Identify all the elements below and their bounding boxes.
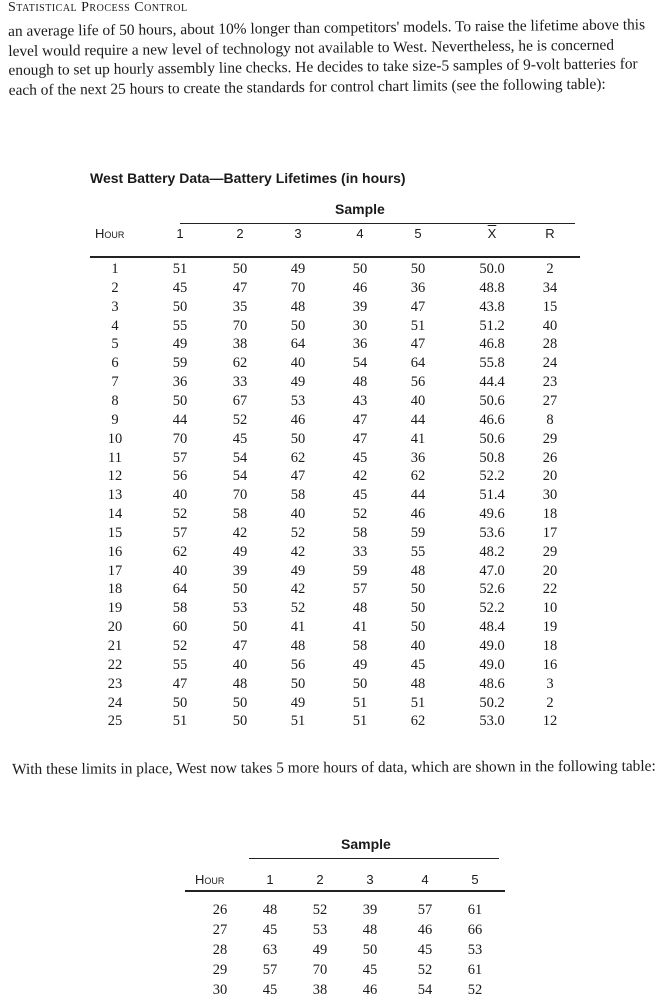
value-cell: 27 xyxy=(542,392,558,409)
value-cell: 70 xyxy=(312,962,328,978)
value-cell: 44.4 xyxy=(479,374,505,391)
hour-cell: 30 xyxy=(212,982,228,998)
column-header: 3 xyxy=(294,226,302,241)
value-cell: 48 xyxy=(362,922,378,938)
value-cell: 40 xyxy=(410,392,426,409)
value-cell: 58 xyxy=(352,524,368,541)
value-cell: 20 xyxy=(542,468,558,485)
hour-cell: 9 xyxy=(111,411,119,428)
hour-cell: 19 xyxy=(107,600,123,617)
value-cell: 52 xyxy=(172,638,188,654)
value-cell: 55 xyxy=(410,543,426,560)
value-cell: 49 xyxy=(290,261,306,277)
value-cell: 44 xyxy=(172,411,188,428)
value-cell: 51.2 xyxy=(479,317,505,334)
value-cell: 49 xyxy=(352,656,368,673)
value-cell: 47 xyxy=(352,411,368,428)
value-cell: 50 xyxy=(352,675,368,692)
value-cell: 50 xyxy=(290,317,306,334)
value-cell: 59 xyxy=(172,355,188,372)
value-cell: 50 xyxy=(352,261,368,277)
value-cell: 51 xyxy=(352,713,368,730)
value-cell: 18 xyxy=(542,506,558,523)
column-header: $\overline{X}$ xyxy=(487,226,497,241)
value-cell: 48.6 xyxy=(479,675,505,692)
value-cell: 50 xyxy=(172,392,188,409)
value-cell: 52 xyxy=(232,411,248,428)
value-cell: 51 xyxy=(410,694,426,711)
value-cell: 46 xyxy=(417,922,433,938)
value-cell: 36 xyxy=(352,336,368,353)
value-cell: 8 xyxy=(546,411,554,428)
hour-cell: 7 xyxy=(111,374,119,391)
value-cell: 50 xyxy=(290,675,306,692)
value-cell: 34 xyxy=(542,279,558,296)
value-cell: 48.2 xyxy=(479,543,505,560)
followup-paragraph: With these limits in place, West now takes 5 more hours of data, which are shown in the following table: xyxy=(12,757,656,778)
value-cell: 60 xyxy=(172,619,188,636)
value-cell: 46 xyxy=(410,506,426,523)
value-cell: 47 xyxy=(352,430,368,447)
value-cell: 53.0 xyxy=(479,713,505,730)
value-cell: 45 xyxy=(262,922,278,938)
value-cell: 46 xyxy=(362,982,378,998)
value-cell: 39 xyxy=(362,902,378,918)
value-cell: 59 xyxy=(410,524,426,541)
value-cell: 55 xyxy=(172,656,188,673)
value-cell: 48.8 xyxy=(479,279,505,296)
value-cell: 10 xyxy=(542,600,558,617)
value-cell: 39 xyxy=(352,298,368,315)
value-cell: 45 xyxy=(172,279,188,296)
value-cell: 38 xyxy=(312,982,328,998)
value-cell: 48 xyxy=(410,675,426,692)
running-header: Statistical Process Control xyxy=(8,0,188,15)
value-cell: 47 xyxy=(290,468,306,485)
value-cell: 43 xyxy=(352,392,368,409)
value-cell: 52 xyxy=(467,982,483,998)
value-cell: 46.8 xyxy=(479,336,505,353)
value-cell: 48 xyxy=(290,298,306,315)
value-cell: 47 xyxy=(232,638,248,654)
value-cell: 48 xyxy=(352,374,368,391)
value-cell: 51 xyxy=(172,261,188,277)
value-cell: 40 xyxy=(290,355,306,372)
value-cell: 22 xyxy=(542,581,558,598)
value-cell: 40 xyxy=(290,506,306,523)
value-cell: 40 xyxy=(542,317,558,334)
hour-cell: 29 xyxy=(212,962,228,978)
hour-cell: 13 xyxy=(107,487,123,504)
value-cell: 70 xyxy=(290,279,306,296)
value-cell: 50 xyxy=(410,600,426,617)
value-cell: 47.0 xyxy=(479,562,505,579)
value-cell: 42 xyxy=(290,543,306,560)
value-cell: 47 xyxy=(232,279,248,296)
hour-cell: 21 xyxy=(107,638,123,654)
value-cell: 23 xyxy=(542,374,558,391)
value-cell: 33 xyxy=(232,374,248,391)
hour-cell: 11 xyxy=(108,449,122,466)
value-cell: 50 xyxy=(232,694,248,711)
value-cell: 50 xyxy=(290,430,306,447)
value-cell: 58 xyxy=(232,506,248,523)
hour-cell: 2 xyxy=(111,279,119,296)
value-cell: 42 xyxy=(352,468,368,485)
sample-divider xyxy=(249,858,499,859)
value-cell: 50.8 xyxy=(479,449,505,466)
value-cell: 50 xyxy=(172,694,188,711)
table2-sample-label: Sample xyxy=(341,836,391,852)
value-cell: 40 xyxy=(232,656,248,673)
hour-cell: 25 xyxy=(107,713,123,730)
value-cell: 66 xyxy=(467,922,483,938)
value-cell: 33 xyxy=(352,543,368,560)
value-cell: 53 xyxy=(467,942,483,958)
value-cell: 49 xyxy=(232,543,248,560)
value-cell: 49 xyxy=(312,942,328,958)
value-cell: 49.0 xyxy=(479,638,505,654)
value-cell: 52.6 xyxy=(479,581,505,598)
hour-cell: 8 xyxy=(111,392,119,409)
value-cell: 45 xyxy=(362,962,378,978)
value-cell: 42 xyxy=(232,524,248,541)
value-cell: 36 xyxy=(410,279,426,296)
hour-cell: 3 xyxy=(111,298,119,315)
value-cell: 49 xyxy=(290,694,306,711)
value-cell: 54 xyxy=(352,355,368,372)
value-cell: 57 xyxy=(417,902,433,918)
value-cell: 62 xyxy=(290,449,306,466)
value-cell: 47 xyxy=(172,675,188,692)
value-cell: 51 xyxy=(410,317,426,334)
value-cell: 39 xyxy=(232,562,248,579)
column-header: 4 xyxy=(356,226,364,241)
additional-data-table xyxy=(185,830,505,1001)
value-cell: 44 xyxy=(410,411,426,428)
value-cell: 50 xyxy=(232,619,248,636)
value-cell: 55 xyxy=(172,317,188,334)
value-cell: 49 xyxy=(290,562,306,579)
value-cell: 51 xyxy=(172,713,188,730)
value-cell: 56 xyxy=(290,656,306,673)
value-cell: 50.6 xyxy=(479,392,505,409)
value-cell: 52 xyxy=(172,506,188,523)
hour-cell: 16 xyxy=(107,543,123,560)
value-cell: 50 xyxy=(410,581,426,598)
value-cell: 18 xyxy=(542,638,558,654)
value-cell: 50.6 xyxy=(479,430,505,447)
value-cell: 46.6 xyxy=(479,411,505,428)
value-cell: 15 xyxy=(542,298,558,315)
column-header: 1 xyxy=(266,872,274,887)
value-cell: 45 xyxy=(232,430,248,447)
value-cell: 2 xyxy=(546,261,554,277)
value-cell: 46 xyxy=(290,411,306,428)
value-cell: 50 xyxy=(232,581,248,598)
column-header: Hour xyxy=(195,872,225,887)
battery-data-table xyxy=(90,195,580,735)
value-cell: 35 xyxy=(232,298,248,315)
value-cell: 45 xyxy=(262,982,278,998)
value-cell: 45 xyxy=(352,487,368,504)
value-cell: 61 xyxy=(467,902,483,918)
header-divider xyxy=(90,256,580,258)
value-cell: 47 xyxy=(410,298,426,315)
value-cell: 52.2 xyxy=(479,468,505,485)
column-header: 5 xyxy=(471,872,479,887)
value-cell: 52 xyxy=(290,600,306,617)
value-cell: 50.0 xyxy=(479,261,505,277)
hour-cell: 14 xyxy=(107,506,123,523)
hour-cell: 23 xyxy=(107,675,123,692)
value-cell: 53 xyxy=(232,600,248,617)
value-cell: 54 xyxy=(232,449,248,466)
value-cell: 16 xyxy=(542,656,558,673)
value-cell: 48 xyxy=(352,600,368,617)
value-cell: 52.2 xyxy=(479,600,505,617)
hour-cell: 18 xyxy=(107,581,123,598)
value-cell: 62 xyxy=(410,468,426,485)
hour-cell: 4 xyxy=(111,317,119,334)
value-cell: 19 xyxy=(542,619,558,636)
hour-cell: 22 xyxy=(107,656,123,673)
value-cell: 2 xyxy=(546,694,554,711)
value-cell: 45 xyxy=(410,656,426,673)
value-cell: 57 xyxy=(172,524,188,541)
hour-cell: 15 xyxy=(107,524,123,541)
value-cell: 41 xyxy=(410,430,426,447)
value-cell: 50 xyxy=(410,261,426,277)
hour-cell: 26 xyxy=(212,902,228,918)
value-cell: 41 xyxy=(290,619,306,636)
column-header: 4 xyxy=(421,872,429,887)
value-cell: 30 xyxy=(352,317,368,334)
value-cell: 48 xyxy=(290,638,306,654)
value-cell: 44 xyxy=(410,487,426,504)
value-cell: 62 xyxy=(410,713,426,730)
value-cell: 49 xyxy=(290,374,306,391)
value-cell: 29 xyxy=(542,543,558,560)
value-cell: 54 xyxy=(232,468,248,485)
value-cell: 48 xyxy=(232,675,248,692)
value-cell: 36 xyxy=(410,449,426,466)
column-header: 1 xyxy=(176,226,184,241)
value-cell: 58 xyxy=(290,487,306,504)
value-cell: 52 xyxy=(312,902,328,918)
header-divider xyxy=(185,890,505,892)
value-cell: 40 xyxy=(410,638,426,654)
value-cell: 45 xyxy=(417,942,433,958)
column-header: 2 xyxy=(316,872,324,887)
value-cell: 63 xyxy=(262,942,278,958)
hour-cell: 24 xyxy=(107,694,123,711)
value-cell: 62 xyxy=(172,543,188,560)
value-cell: 26 xyxy=(542,449,558,466)
value-cell: 29 xyxy=(542,430,558,447)
value-cell: 50 xyxy=(232,713,248,730)
value-cell: 53 xyxy=(290,392,306,409)
hour-cell: 17 xyxy=(107,562,123,579)
value-cell: 67 xyxy=(232,392,248,409)
value-cell: 52 xyxy=(290,524,306,541)
value-cell: 50 xyxy=(232,261,248,277)
value-cell: 52 xyxy=(417,962,433,978)
sample-divider xyxy=(180,223,575,224)
hour-cell: 28 xyxy=(212,942,228,958)
value-cell: 50 xyxy=(362,942,378,958)
value-cell: 64 xyxy=(410,355,426,372)
value-cell: 40 xyxy=(172,487,188,504)
value-cell: 49.0 xyxy=(479,656,505,673)
value-cell: 70 xyxy=(172,430,188,447)
value-cell: 47 xyxy=(410,336,426,353)
value-cell: 36 xyxy=(172,374,188,391)
table1-sample-label: Sample xyxy=(335,201,385,217)
value-cell: 43.8 xyxy=(479,298,505,315)
value-cell: 53 xyxy=(312,922,328,938)
value-cell: 56 xyxy=(172,468,188,485)
value-cell: 48 xyxy=(262,902,278,918)
value-cell: 12 xyxy=(542,713,558,730)
hour-cell: 6 xyxy=(111,355,119,372)
value-cell: 51 xyxy=(290,713,306,730)
hour-cell: 12 xyxy=(107,468,123,485)
value-cell: 50.2 xyxy=(479,694,505,711)
value-cell: 40 xyxy=(172,562,188,579)
column-header: Hour xyxy=(95,226,125,241)
value-cell: 70 xyxy=(232,487,248,504)
hour-cell: 27 xyxy=(212,922,228,938)
value-cell: 48 xyxy=(410,562,426,579)
column-header: R xyxy=(545,226,555,241)
value-cell: 17 xyxy=(542,524,558,541)
value-cell: 52 xyxy=(352,506,368,523)
value-cell: 48.4 xyxy=(479,619,505,636)
value-cell: 62 xyxy=(232,355,248,372)
value-cell: 24 xyxy=(542,355,558,372)
column-header: 2 xyxy=(236,226,244,241)
value-cell: 53.6 xyxy=(479,524,505,541)
intro-paragraph: an average life of 50 hours, about 10% longer than competitors' models. To raise the lifetime above this level would require a new level of technology not available to West. Nevertheless, he is concerned enough to set up hourly assembly line checks. He decides to take size-5 samples of 9-volt batteries for each of the next 25 hours to create the standards for control chart limits (see the following table): xyxy=(8,16,646,99)
value-cell: 58 xyxy=(172,600,188,617)
value-cell: 57 xyxy=(172,449,188,466)
value-cell: 51.4 xyxy=(479,487,505,504)
value-cell: 51 xyxy=(352,694,368,711)
value-cell: 61 xyxy=(467,962,483,978)
value-cell: 28 xyxy=(542,336,558,353)
hour-cell: 1 xyxy=(111,261,119,277)
value-cell: 20 xyxy=(542,562,558,579)
value-cell: 54 xyxy=(417,982,433,998)
value-cell: 59 xyxy=(352,562,368,579)
value-cell: 64 xyxy=(290,336,306,353)
hour-cell: 10 xyxy=(107,430,123,447)
value-cell: 56 xyxy=(410,374,426,391)
value-cell: 57 xyxy=(352,581,368,598)
value-cell: 46 xyxy=(352,279,368,296)
value-cell: 49 xyxy=(172,336,188,353)
table1-title: West Battery Data—Battery Lifetimes (in hours) xyxy=(90,170,406,186)
value-cell: 3 xyxy=(546,675,554,692)
value-cell: 45 xyxy=(352,449,368,466)
value-cell: 49.6 xyxy=(479,506,505,523)
hour-cell: 5 xyxy=(111,336,119,353)
value-cell: 30 xyxy=(542,487,558,504)
value-cell: 70 xyxy=(232,317,248,334)
value-cell: 50 xyxy=(410,619,426,636)
value-cell: 38 xyxy=(232,336,248,353)
value-cell: 64 xyxy=(172,581,188,598)
value-cell: 55.8 xyxy=(479,355,505,372)
value-cell: 42 xyxy=(290,581,306,598)
column-header: 5 xyxy=(414,226,422,241)
hour-cell: 20 xyxy=(107,619,123,636)
column-header: 3 xyxy=(366,872,374,887)
value-cell: 57 xyxy=(262,962,278,978)
value-cell: 58 xyxy=(352,638,368,654)
value-cell: 50 xyxy=(172,298,188,315)
value-cell: 41 xyxy=(352,619,368,636)
